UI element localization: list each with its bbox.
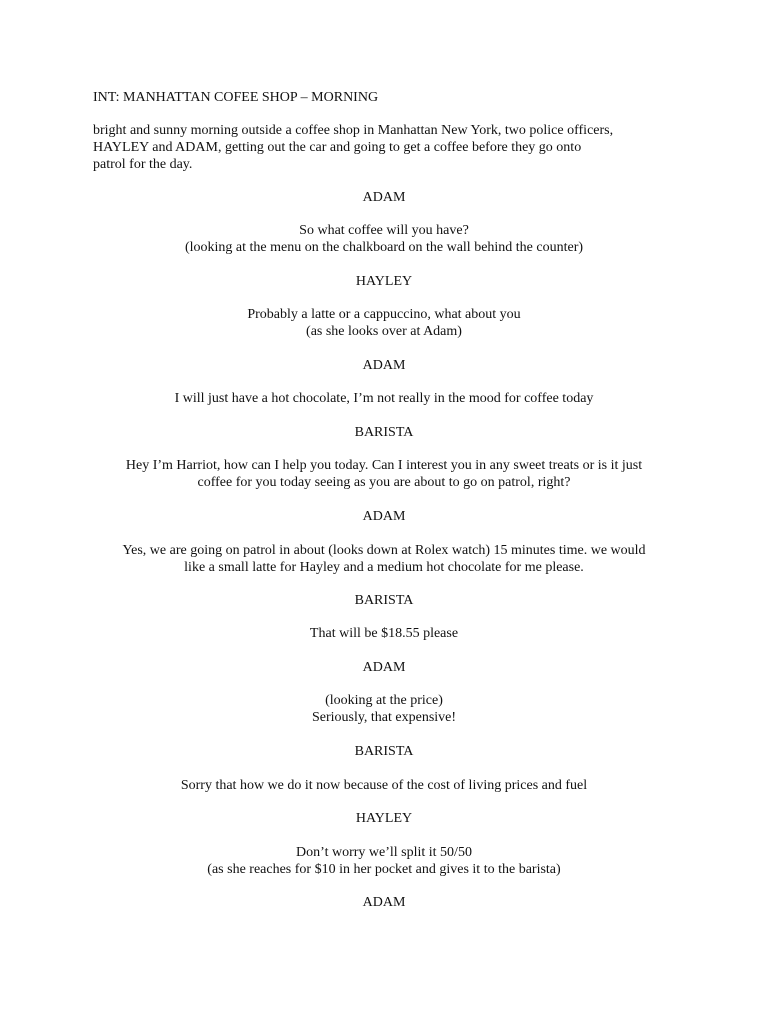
dialogue: Probably a latte or a cappuccino, what about you (as she looks over at Adam) — [84, 306, 684, 340]
character-name: ADAM — [362, 895, 406, 910]
dialogue: Don’t worry we’ll split it 50/50 (as she reaches for $10 in her pocket and gives it to the barista) — [84, 844, 684, 878]
action-line: bright and sunny morning outside a coffee shop in Manhattan New York, two police officers, — [93, 123, 614, 138]
parenthetical: (as she looks over at Adam) — [306, 324, 462, 339]
dialogue: Sorry that how we do it now because of the cost of living prices and fuel — [180, 778, 588, 793]
character-name: ADAM — [362, 509, 406, 524]
character-name: BARISTA — [354, 744, 414, 759]
character-name: ADAM — [362, 660, 406, 675]
parenthetical: (looking at the menu on the chalkboard on the wall behind the counter) — [184, 240, 584, 255]
action-paragraph — [93, 122, 683, 173]
dialogue: I will just have a hot chocolate, I’m not really in the mood for coffee today — [174, 391, 594, 406]
parenthetical: (as she reaches for $10 in her pocket and gives it to the barista) — [207, 862, 561, 877]
character-name: HAYLEY — [355, 274, 413, 289]
scene-heading: INT: MANHATTAN COFEE SHOP – MORNING — [93, 90, 379, 105]
action-line: patrol for the day. — [93, 157, 193, 172]
parenthetical: (looking at the price) — [325, 693, 443, 708]
dialogue: Hey I’m Harriot, how can I help you today. Can I interest you in any sweet treats or is it just coffee for you today seeing as you are about to go on patrol, right? — [125, 458, 643, 490]
action-line: HAYLEY and ADAM, getting out the car and going to get a coffee before they go onto — [93, 140, 582, 155]
character-name: ADAM — [362, 358, 406, 373]
dialogue: (looking at the price) Seriously, that expensive! — [84, 692, 684, 726]
character-name: BARISTA — [354, 425, 414, 440]
dialogue: That will be $18.55 please — [309, 626, 459, 641]
dialogue: So what coffee will you have? (looking at the menu on the chalkboard on the wall behind the counter) — [84, 222, 684, 256]
character-name: BARISTA — [354, 593, 414, 608]
character-name: ADAM — [362, 190, 406, 205]
dialogue: Yes, we are going on patrol in about (looks down at Rolex watch) 15 minutes time. we would like a small latte for Hayley and a medium hot chocolate for me please. — [122, 543, 646, 575]
character-name: HAYLEY — [355, 811, 413, 826]
